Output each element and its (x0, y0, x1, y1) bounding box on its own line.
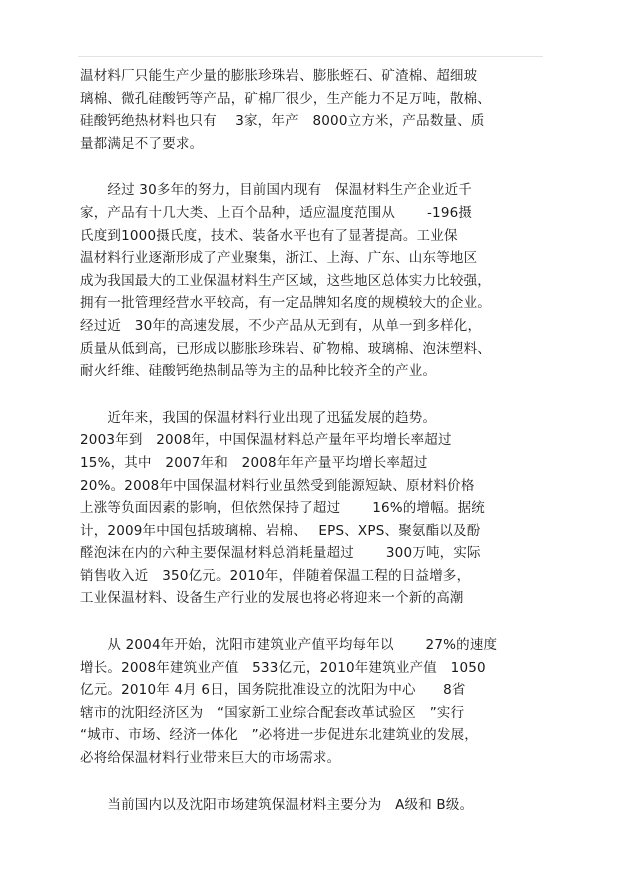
text-line: 工业保温材料、设备生产行业的发展也将必将迎来一个新的高潮 (80, 590, 464, 607)
text-line: 20%。2008年中国保温材料行业虽然受到能源短缺、原材料价格 (80, 477, 475, 494)
text-line: 销售收入近 350亿元。2010年，伴随着保温工程的日益增多， (80, 567, 471, 584)
text-line: 量都满足不了要求。 (80, 135, 204, 152)
text-line: 温材料厂只能生产少量的膨胀珍珠岩、膨胀蛭石、矿渣棉、超细玻 (80, 68, 478, 84)
text-line: 当前国内以及沈阳市场建筑保温材料主要分为 A级和 B级。 (80, 796, 474, 813)
text-line: 经过近 30年的高速发展，不少产品从无到有，从单一到多样化， (80, 317, 482, 334)
text-line: 辖市的沈阳经济区为 “国家新工业综合配套改革试验区 ”实行 (80, 704, 465, 721)
text-line: 醛泡沫在内的六种主要保温材料总消耗量超过 300万吨，实际 (80, 545, 481, 562)
text-line: 硅酸钙绝热材料也只有 3家，年产 8000立方米，产品数量、质 (80, 113, 485, 130)
text-line: 拥有一批管理经营水平较高，有一定品牌知名度的规模较大的企业。 (80, 295, 491, 312)
text-line: 近年来，我国的保温材料行业出现了迅猛发展的趋势。 (80, 409, 437, 426)
paragraph-4 (80, 634, 550, 770)
text-line: 2003年到 2008年，中国保温材料总产量年平均增长率超过 (80, 432, 452, 449)
text-line: 温材料行业逐渐形成了产业聚集，浙江、上海、广东、山东等地区 (80, 250, 478, 267)
paragraph-2 (80, 179, 550, 382)
text-line: 必将给保温材料行业带来巨大的市场需求。 (80, 750, 341, 767)
text-line: 氏度到1000摄氏度，技术、装备水平也有了显著提高。工业保 (80, 227, 458, 244)
text-line: 璃棉、微孔硅酸钙等产品，矿棉厂很少，生产能力不足万吨，散棉、 (80, 90, 491, 107)
document-body (80, 65, 550, 816)
text-line: 亿元。2010年 4月 6日，国务院批准设立的沈阳为中心 8省 (80, 682, 466, 699)
text-line: 从 2004年开始，沈阳市建筑业产值平均每年以 27%的速度 (80, 637, 498, 654)
text-line: 成为我国最大的工业保温材料生产区域，这些地区总体实力比较强， (80, 272, 491, 289)
header-divider (78, 56, 543, 57)
text-line: 耐火纤维、硅酸钙绝热制品等为主的品种比较齐全的产业。 (80, 363, 437, 380)
text-line: 计，2009年中国包括玻璃棉、岩棉、 EPS、XPS、聚氨酯以及酚 (80, 522, 481, 539)
text-line: “城市、市场、经济一体化 ”必将进一步促进东北建筑业的发展， (80, 727, 478, 744)
text-line: 15%，其中 2007年和 2008年年产量平均增长率超过 (80, 454, 428, 471)
paragraph-5 (80, 794, 550, 817)
text-line: 家，产品有十几大类、上百个品种，适应温度范围从 -196摄 (80, 204, 473, 221)
text-line: 质量从低到高，已形成以膨胀珍珠岩、矿物棉、玻璃棉、泡沫塑料、 (80, 340, 491, 357)
text-line: 经过 30多年的努力，目前国内现有 保温材料生产企业近千 (80, 182, 472, 199)
text-line: 增长。2008年建筑业产值 533亿元，2010年建筑业产值 1050 (80, 659, 486, 676)
paragraph-3 (80, 407, 550, 610)
paragraph-1 (80, 65, 550, 155)
text-line: 上涨等负面因素的影响，但依然保持了超过 16%的增幅。据统 (80, 500, 485, 517)
